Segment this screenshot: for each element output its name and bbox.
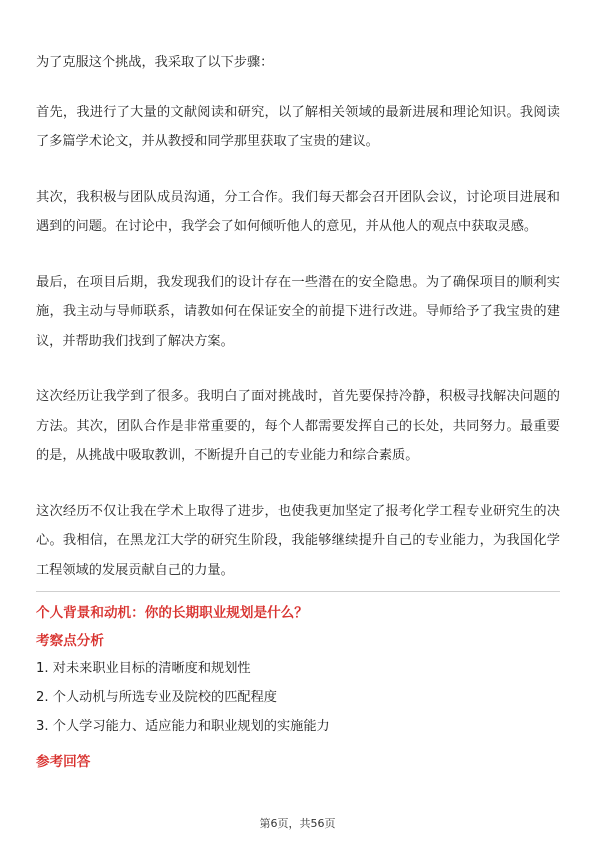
paragraph-first-step: 首先，我进行了大量的文献阅读和研究，以了解相关领域的最新进展和理论知识。我阅读了多篇学术论文，并从教授和同学那里获取了宝贵的建议。 xyxy=(36,104,560,149)
page-footer: 第6页，共56页 xyxy=(259,817,336,830)
analysis-point: 2. 个人动机与所选专业及院校的匹配程度 xyxy=(36,690,277,705)
paragraph-lessons: 这次经历让我学到了很多。我明白了面对挑战时，首先要保持冷静，积极寻找解决问题的方法。其次，团队合作是非常重要的，每个人都需要发挥自己的长处，共同努力。最重要的是，从挑战中吸取教训，不断提升自己的专业能力和综合素质。 xyxy=(36,389,560,463)
paragraph-second-step: 其次，我积极与团队成员沟通，分工合作。我们每天都会召开团队会议，讨论项目进展和遇到的问题。在讨论中，我学会了如何倾听他人的意见，并从他人的观点中获取灵感。 xyxy=(36,189,560,234)
paragraph-conclusion: 这次经历不仅让我在学术上取得了进步，也使我更加坚定了报考化学工程专业研究生的决心。我相信，在黑龙江大学的研究生阶段，我能够继续提升自己的专业能力，为我国化学工程领域的发展贡献自己的力量。 xyxy=(36,503,560,578)
answer-heading: 参考回答 xyxy=(36,754,91,770)
paragraph-intro: 为了克服这个挑战，我采取了以下步骤： xyxy=(36,55,274,70)
paragraph-final-step: 最后，在项目后期，我发现我们的设计存在一些潜在的安全隐患。为了确保项目的顺利实施，我主动与导师联系，请教如何在保证安全的前提下进行改进。导师给予了我宝贵的建议，并帮助我们找到了解决方案。 xyxy=(36,274,560,349)
page-content xyxy=(36,48,560,775)
section-divider xyxy=(36,591,560,592)
analysis-points-list xyxy=(36,654,560,741)
analysis-point: 1. 对未来职业目标的清晰度和规划性 xyxy=(36,661,251,676)
analysis-point: 3. 个人学习能力、适应能力和职业规划的实施能力 xyxy=(36,719,330,734)
analysis-heading: 考察点分析 xyxy=(36,633,104,649)
question-title: 个人背景和动机：你的长期职业规划是什么？ xyxy=(36,605,308,621)
